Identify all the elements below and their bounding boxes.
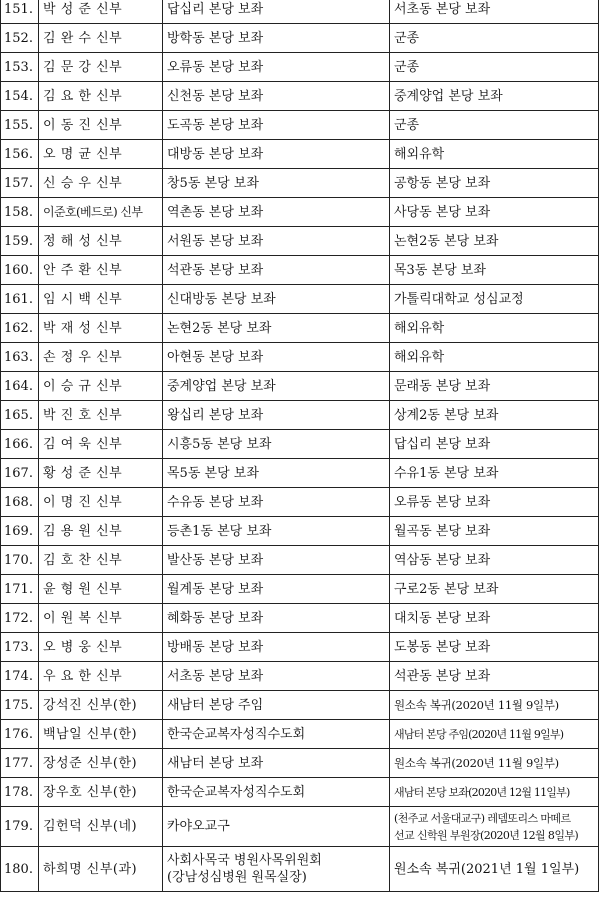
current-post-cell: 석관동 본당 보좌	[163, 256, 390, 285]
current-post-cell: 대방동 본당 보좌	[163, 140, 390, 169]
current-post-cell: 역촌동 본당 보좌	[163, 198, 390, 227]
priest-name-cell: 김 여 욱 신부	[39, 430, 163, 459]
table-row	[1, 314, 599, 343]
new-post-cell: 역삼동 본당 보좌	[390, 546, 599, 575]
priest-name-cell: 안 주 환 신부	[39, 256, 163, 285]
row-number-cell: 180.	[1, 847, 39, 892]
table-row	[1, 111, 599, 140]
current-post-cell: 시흥5동 본당 보좌	[163, 430, 390, 459]
table-row	[1, 459, 599, 488]
appointment-table-body	[1, 0, 599, 892]
priest-name-cell: 손 정 우 신부	[39, 343, 163, 372]
table-row	[1, 198, 599, 227]
current-post-cell: 새남터 본당 주임	[163, 691, 390, 720]
priest-name-cell: 김 문 강 신부	[39, 53, 163, 82]
table-row	[1, 517, 599, 546]
table-row	[1, 169, 599, 198]
row-number-cell: 167.	[1, 459, 39, 488]
new-post-cell: 해외유학	[390, 314, 599, 343]
current-post-line: (강남성심병원 원목실장)	[167, 870, 307, 885]
new-post-cell: 원소속 복귀(2020년 11월 9일부)	[390, 691, 599, 720]
new-post-cell: 군종	[390, 24, 599, 53]
current-post-line: 사회사목국 병원사목위원회	[167, 853, 322, 868]
priest-name-cell: 임 시 백 신부	[39, 285, 163, 314]
priest-name-cell: 하희명 신부(과)	[39, 847, 163, 892]
row-number-cell: 168.	[1, 488, 39, 517]
new-post-cell: 사당동 본당 보좌	[390, 198, 599, 227]
new-post-cell: 가톨릭대학교 성심교정	[390, 285, 599, 314]
table-row	[1, 343, 599, 372]
table-row	[1, 575, 599, 604]
priest-name-cell: 강석진 신부(한)	[39, 691, 163, 720]
current-post-cell: 아현동 본당 보좌	[163, 343, 390, 372]
row-number-cell: 179.	[1, 807, 39, 847]
current-post-cell: 방배동 본당 보좌	[163, 633, 390, 662]
priest-name-cell: 장우호 신부(한)	[39, 778, 163, 807]
current-post-cell: 도곡동 본당 보좌	[163, 111, 390, 140]
row-number-cell: 160.	[1, 256, 39, 285]
new-post-cell: 원소속 복귀(2020년 11월 9일부)	[390, 749, 599, 778]
table-row	[1, 546, 599, 575]
row-number-cell: 152.	[1, 24, 39, 53]
priest-name-cell: 김 요 한 신부	[39, 82, 163, 111]
current-post-cell	[163, 847, 390, 892]
current-post-cell: 서초동 본당 보좌	[163, 662, 390, 691]
new-post-cell: 상계2동 본당 보좌	[390, 401, 599, 430]
priest-name-cell: 김 용 원 신부	[39, 517, 163, 546]
current-post-cell: 새남터 본당 보좌	[163, 749, 390, 778]
new-post-cell: 오류동 본당 보좌	[390, 488, 599, 517]
new-post-cell: 월곡동 본당 보좌	[390, 517, 599, 546]
current-post-cell: 한국순교복자성직수도회	[163, 720, 390, 749]
table-row	[1, 847, 599, 892]
row-number-cell: 156.	[1, 140, 39, 169]
priest-name-cell: 이준호(베드로) 신부	[39, 198, 163, 227]
table-row	[1, 372, 599, 401]
table-row	[1, 430, 599, 459]
row-number-cell: 173.	[1, 633, 39, 662]
current-post-cell: 목5동 본당 보좌	[163, 459, 390, 488]
current-post-cell: 서원동 본당 보좌	[163, 227, 390, 256]
table-row	[1, 488, 599, 517]
table-row	[1, 720, 599, 749]
priest-name-cell: 박 성 준 신부	[39, 0, 163, 24]
new-post-cell: 답십리 본당 보좌	[390, 430, 599, 459]
current-post-cell: 신대방동 본당 보좌	[163, 285, 390, 314]
current-post-cell: 카야오교구	[163, 807, 390, 847]
current-post-cell: 창5동 본당 보좌	[163, 169, 390, 198]
row-number-cell: 169.	[1, 517, 39, 546]
new-post-cell: 도봉동 본당 보좌	[390, 633, 599, 662]
priest-name-cell: 박 진 호 신부	[39, 401, 163, 430]
row-number-cell: 157.	[1, 169, 39, 198]
current-post-cell: 답십리 본당 보좌	[163, 0, 390, 24]
priest-name-cell: 이 명 진 신부	[39, 488, 163, 517]
current-post-cell: 방학동 본당 보좌	[163, 24, 390, 53]
current-post-cell: 발산동 본당 보좌	[163, 546, 390, 575]
new-post-cell: 중계양업 본당 보좌	[390, 82, 599, 111]
row-number-cell: 163.	[1, 343, 39, 372]
new-post-cell: 원소속 복귀(2021년 1월 1일부)	[390, 847, 599, 892]
priest-name-cell: 정 해 성 신부	[39, 227, 163, 256]
priest-name-cell: 박 재 성 신부	[39, 314, 163, 343]
new-post-cell: 목3동 본당 보좌	[390, 256, 599, 285]
table-row	[1, 401, 599, 430]
row-number-cell: 171.	[1, 575, 39, 604]
table-row	[1, 140, 599, 169]
new-post-cell: 해외유학	[390, 140, 599, 169]
table-row	[1, 256, 599, 285]
current-post-cell: 혜화동 본당 보좌	[163, 604, 390, 633]
new-post-cell: 수유1동 본당 보좌	[390, 459, 599, 488]
priest-name-cell: 황 성 준 신부	[39, 459, 163, 488]
new-post-cell: 서초동 본당 보좌	[390, 0, 599, 24]
priest-name-cell: 이 승 규 신부	[39, 372, 163, 401]
row-number-cell: 158.	[1, 198, 39, 227]
row-number-cell: 174.	[1, 662, 39, 691]
row-number-cell: 170.	[1, 546, 39, 575]
current-post-cell: 중계양업 본당 보좌	[163, 372, 390, 401]
table-row	[1, 691, 599, 720]
priest-name-cell: 김 완 수 신부	[39, 24, 163, 53]
current-post-cell: 등촌1동 본당 보좌	[163, 517, 390, 546]
priest-name-cell: 신 승 우 신부	[39, 169, 163, 198]
new-post-cell: 공항동 본당 보좌	[390, 169, 599, 198]
table-row	[1, 285, 599, 314]
table-row	[1, 53, 599, 82]
priest-name-cell: 이 원 복 신부	[39, 604, 163, 633]
row-number-cell: 166.	[1, 430, 39, 459]
table-row	[1, 604, 599, 633]
priest-name-cell: 우 요 한 신부	[39, 662, 163, 691]
current-post-cell: 신천동 본당 보좌	[163, 82, 390, 111]
row-number-cell: 161.	[1, 285, 39, 314]
table-row	[1, 807, 599, 847]
row-number-cell: 176.	[1, 720, 39, 749]
current-post-cell: 월계동 본당 보좌	[163, 575, 390, 604]
row-number-cell: 178.	[1, 778, 39, 807]
table-row	[1, 778, 599, 807]
row-number-cell: 155.	[1, 111, 39, 140]
priest-name-cell: 백남일 신부(한)	[39, 720, 163, 749]
row-number-cell: 153.	[1, 53, 39, 82]
new-post-cell: 해외유학	[390, 343, 599, 372]
table-row	[1, 633, 599, 662]
current-post-cell: 왕십리 본당 보좌	[163, 401, 390, 430]
table-row	[1, 0, 599, 24]
table-row	[1, 82, 599, 111]
row-number-cell: 177.	[1, 749, 39, 778]
new-post-cell: 석관동 본당 보좌	[390, 662, 599, 691]
priest-name-cell: 오 병 웅 신부	[39, 633, 163, 662]
priest-name-cell: 장성준 신부(한)	[39, 749, 163, 778]
new-post-cell: 새남터 본당 보좌(2020년 12월 11일부)	[390, 778, 599, 807]
row-number-cell: 175.	[1, 691, 39, 720]
row-number-cell: 154.	[1, 82, 39, 111]
current-post-cell: 수유동 본당 보좌	[163, 488, 390, 517]
table-row	[1, 227, 599, 256]
new-post-cell: 군종	[390, 53, 599, 82]
new-post-line: (천주교 서울대교구) 레뎀또리스 마떼르	[394, 811, 571, 825]
table-row	[1, 749, 599, 778]
new-post-cell: 구로2동 본당 보좌	[390, 575, 599, 604]
row-number-cell: 172.	[1, 604, 39, 633]
current-post-cell: 논현2동 본당 보좌	[163, 314, 390, 343]
new-post-cell	[390, 807, 599, 847]
priest-name-cell: 윤 형 원 신부	[39, 575, 163, 604]
new-post-cell: 문래동 본당 보좌	[390, 372, 599, 401]
priest-name-cell: 이 동 진 신부	[39, 111, 163, 140]
priest-name-cell: 김 호 찬 신부	[39, 546, 163, 575]
table-row	[1, 662, 599, 691]
priest-name-cell: 오 명 균 신부	[39, 140, 163, 169]
priest-name-cell: 김헌덕 신부(네)	[39, 807, 163, 847]
row-number-cell: 165.	[1, 401, 39, 430]
row-number-cell: 151.	[1, 0, 39, 24]
current-post-cell: 오류동 본당 보좌	[163, 53, 390, 82]
new-post-cell: 군종	[390, 111, 599, 140]
new-post-cell: 새남터 본당 주임(2020년 11월 9일부)	[390, 720, 599, 749]
new-post-cell: 논현2동 본당 보좌	[390, 227, 599, 256]
row-number-cell: 162.	[1, 314, 39, 343]
table-row	[1, 24, 599, 53]
new-post-cell: 대치동 본당 보좌	[390, 604, 599, 633]
current-post-cell: 한국순교복자성직수도회	[163, 778, 390, 807]
new-post-line: 선교 신학원 부원장(2020년 12월 8일부)	[394, 828, 579, 842]
row-number-cell: 159.	[1, 227, 39, 256]
row-number-cell: 164.	[1, 372, 39, 401]
